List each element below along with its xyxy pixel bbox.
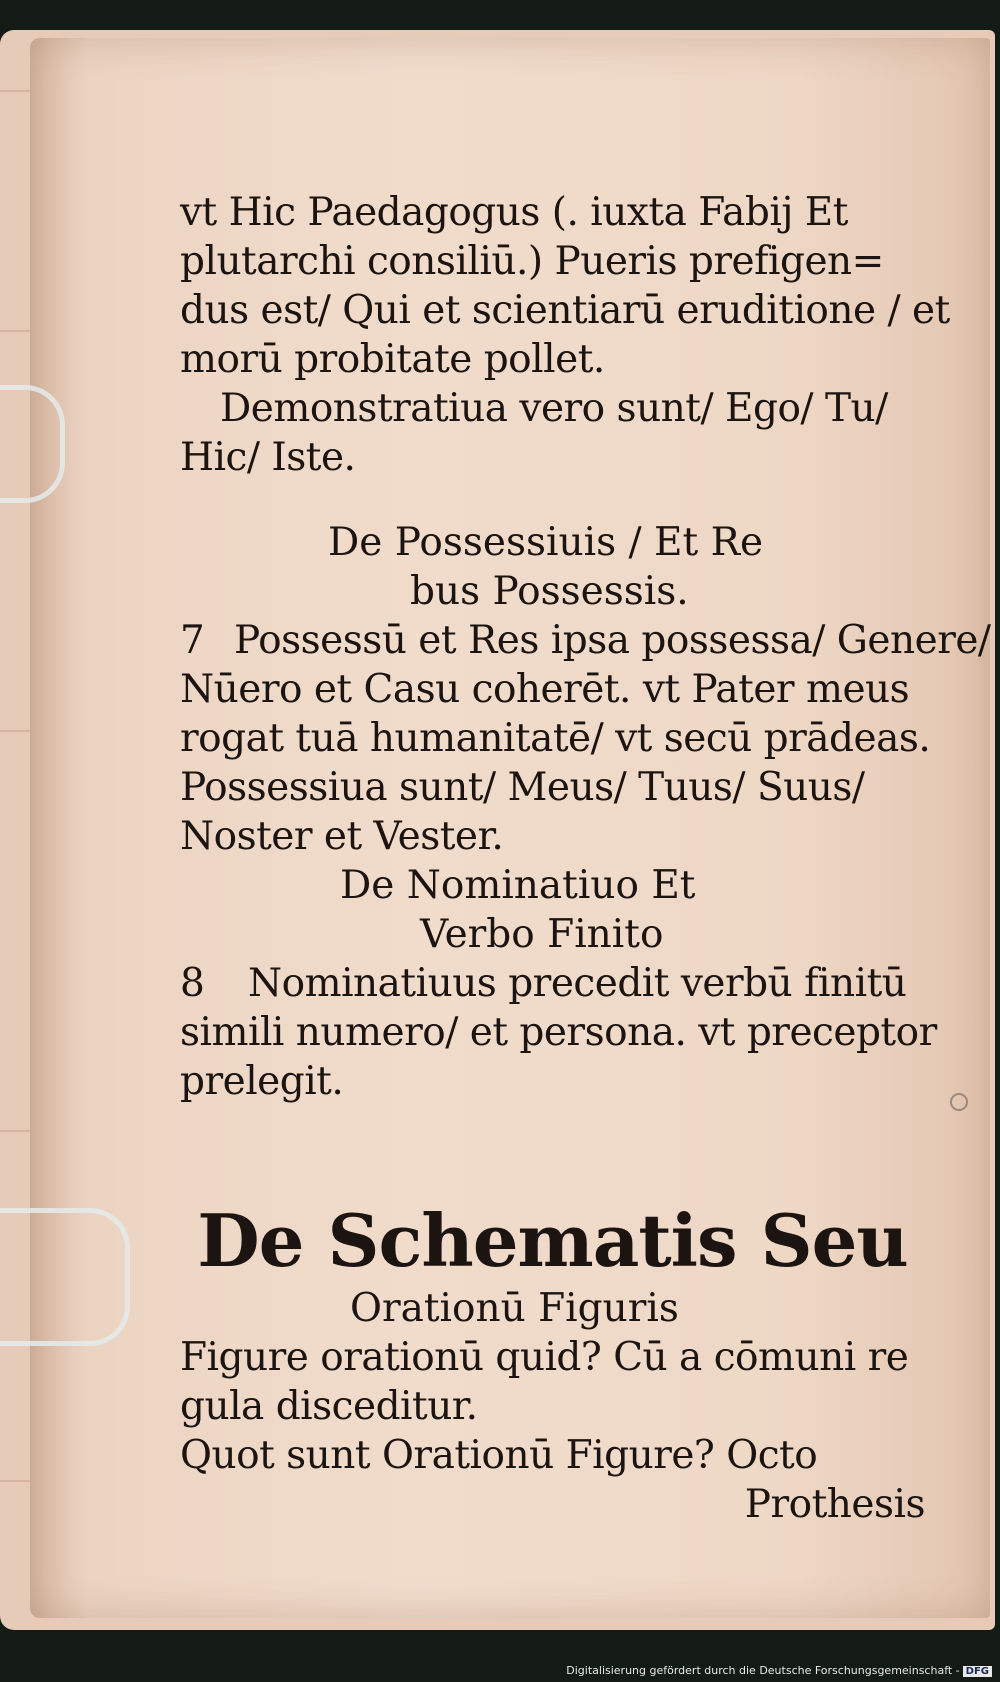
text-line: prelegit. <box>180 1059 344 1104</box>
rule-number: 8 <box>180 961 205 1006</box>
paragraph-2 <box>180 384 925 482</box>
rule-7 <box>180 616 991 861</box>
catchword: Prothesis <box>744 1482 925 1527</box>
text-line: rogat tuā humanitatē/ vt secū prādeas. <box>180 716 931 761</box>
rule-8 <box>180 959 937 1106</box>
text-line: Noster et Vester. <box>180 814 504 859</box>
page-text <box>180 188 991 1529</box>
text-line: Possessū et Res ipsa possessa/ Genere/ <box>234 618 991 663</box>
text-line: simili numero/ et persona. vt preceptor <box>180 1010 937 1055</box>
heading-line: De Possessiuis / Et Re <box>328 520 764 565</box>
text-line: dus est/ Qui et scientiarū eruditione / et <box>180 288 950 333</box>
heading-nominatiuo <box>180 861 925 959</box>
paper-ring-mark <box>950 1093 968 1111</box>
paragraph-1 <box>180 188 950 384</box>
text-line: gula disceditur. <box>180 1384 478 1429</box>
text-line: vt Hic Paedagogus (. iuxta Fabij Et <box>180 190 848 235</box>
text-line: Figure orationū quid? Cū a cōmuni re <box>180 1335 909 1380</box>
text-line: Nūero et Casu coherēt. vt Pater meus <box>180 667 910 712</box>
dfg-logo: DFG <box>963 1666 992 1677</box>
text-line: Nominatiuus precedit verbū finitū <box>248 961 907 1006</box>
heading-line: Verbo Finito <box>420 912 664 957</box>
text-line: Demonstratiua vero sunt/ Ego/ Tu/ <box>220 386 888 431</box>
text-line: plutarchi consiliū.) Pueris prefigen= <box>180 239 884 284</box>
credit-text: Digitalisierung gefördert durch die Deutsche Forschungsgemeinschaft - <box>566 1664 960 1677</box>
section-subtitle: Orationū Figuris <box>350 1286 679 1331</box>
section-title: De Schematis Seu <box>197 1198 908 1283</box>
text-line: morū probitate pollet. <box>180 337 605 382</box>
text-line: Quot sunt Orationū Figure? Octo <box>180 1433 818 1478</box>
heading-possessiuis <box>180 518 925 616</box>
page-clip-top <box>0 385 65 503</box>
rule-number: 7 <box>180 618 205 663</box>
heading-line: bus Possessis. <box>410 569 689 614</box>
paragraph-3 <box>180 1333 925 1480</box>
text-line: Possessiua sunt/ Meus/ Tuus/ Suus/ <box>180 765 865 810</box>
digitization-credit <box>566 1664 992 1677</box>
text-line: Hic/ Iste. <box>180 435 356 480</box>
page-clip-bottom <box>0 1208 130 1346</box>
heading-line: De Nominatiuo Et <box>340 863 696 908</box>
